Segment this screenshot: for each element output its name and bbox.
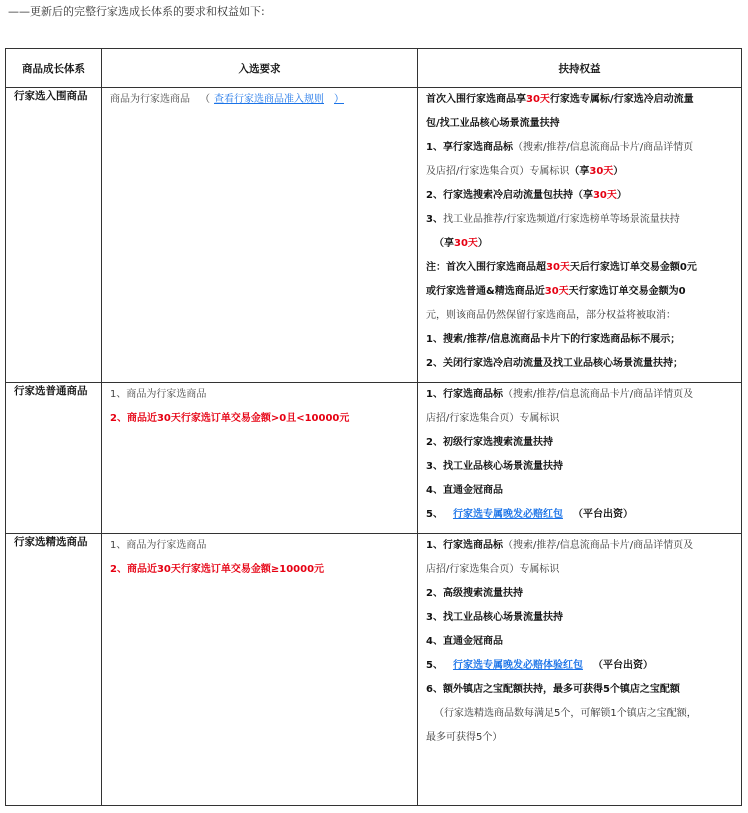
note-line: 1、搜索/推荐/信息流商品卡片下的行家选商品标不展示；	[426, 334, 681, 345]
benefit-line: 6、额外镇店之宝配额扶持，最多可获得5个镇店之宝配额	[426, 684, 680, 695]
admission-rules-link[interactable]: 查看行家选商品准入规则	[214, 94, 324, 105]
growth-system-table	[5, 48, 742, 806]
benefit-line: 店招/行家选集合页）专属标识	[426, 413, 560, 424]
benefit-cell	[418, 88, 742, 383]
table-row	[6, 534, 742, 806]
benefit-line: 4、直通金冠商品	[426, 485, 503, 496]
benefit-line: 5、 行家选专属晚发必赔体验红包 （平台出资）	[426, 660, 653, 671]
requirement-text: 商品为行家选商品	[110, 94, 190, 105]
late-delivery-trial-redpacket-link[interactable]: 行家选专属晚发必赔体验红包	[452, 660, 583, 671]
note-line: 2、关闭行家选冷启动流量及找工业品核心场景流量扶持；	[426, 358, 683, 369]
benefit-line: 包/找工业品核心场景流量扶持	[426, 118, 560, 129]
benefit-line: 3、找工业品核心场景流量扶持	[426, 461, 563, 472]
benefit-line: 3、找工业品核心场景流量扶持	[426, 612, 563, 623]
benefit-line: 首次入围行家选商品享30天行家选专属标/行家选冷启动流量	[426, 94, 694, 105]
benefit-line: 1、行家选商品标（搜索/推荐/信息流商品卡片/商品详情页及	[426, 389, 694, 400]
table-row	[6, 383, 742, 534]
tier-name: 行家选精选商品	[6, 534, 102, 806]
requirement-line: 2、商品近30天行家选订单交易金额≥10000元	[110, 564, 325, 575]
intro-text: ——更新后的完整行家选成长体系的要求和权益如下:	[8, 5, 265, 18]
late-delivery-redpacket-link[interactable]: 行家选专属晚发必赔红包	[452, 509, 563, 520]
requirement-cell	[102, 383, 418, 534]
note-line: 元，则该商品仍然保留行家选商品，部分权益将被取消：	[426, 310, 676, 321]
table-row	[6, 88, 742, 383]
paren-close: ）	[334, 94, 344, 105]
benefit-line: 5、 行家选专属晚发必赔红包 （平台出资）	[426, 509, 633, 520]
benefit-line: （行家选精选商品数每满足5个，可解锁1个镇店之宝配额，	[434, 708, 697, 719]
benefit-line: 3、找工业品推荐/行家选频道/行家选榜单等场景流量扶持	[426, 214, 680, 225]
benefit-line: 2、行家选搜索冷启动流量包扶持（享30天）	[426, 190, 627, 201]
benefit-line: 2、初级行家选搜索流量扶持	[426, 437, 553, 448]
tier-name: 行家选入围商品	[6, 88, 102, 383]
tier-name: 行家选普通商品	[6, 383, 102, 534]
benefit-line: 店招/行家选集合页）专属标识	[426, 564, 560, 575]
table-header-row	[6, 49, 742, 88]
requirement-line: 2、商品近30天行家选订单交易金额>0且<10000元	[110, 413, 350, 424]
requirement-cell	[102, 88, 418, 383]
benefit-line: 4、直通金冠商品	[426, 636, 503, 647]
requirement-cell	[102, 534, 418, 806]
paren-open: （	[200, 94, 210, 105]
benefit-line: 最多可获得5个）	[426, 732, 503, 743]
benefit-cell	[418, 534, 742, 806]
header-requirements: 入选要求	[102, 49, 418, 88]
benefit-line: （享30天）	[434, 238, 488, 249]
benefit-line: 2、高级搜索流量扶持	[426, 588, 523, 599]
benefit-line: 1、行家选商品标（搜索/推荐/信息流商品卡片/商品详情页及	[426, 540, 694, 551]
header-benefits: 扶持权益	[418, 49, 742, 88]
benefit-cell	[418, 383, 742, 534]
requirement-line: 1、商品为行家选商品	[110, 389, 207, 400]
note-line: 注：首次入围行家选商品超30天天后行家选订单交易金额0元	[426, 262, 697, 273]
note-line: 或行家选普通&精选商品近30天天行家选订单交易金额为0	[426, 286, 686, 297]
benefit-line: 1、享行家选商品标（搜索/推荐/信息流商品卡片/商品详情页	[426, 142, 694, 153]
header-tier: 商品成长体系	[6, 49, 102, 88]
benefit-line: 及店招/行家选集合页）专属标识（享30天）	[426, 166, 624, 177]
requirement-line: 1、商品为行家选商品	[110, 540, 207, 551]
